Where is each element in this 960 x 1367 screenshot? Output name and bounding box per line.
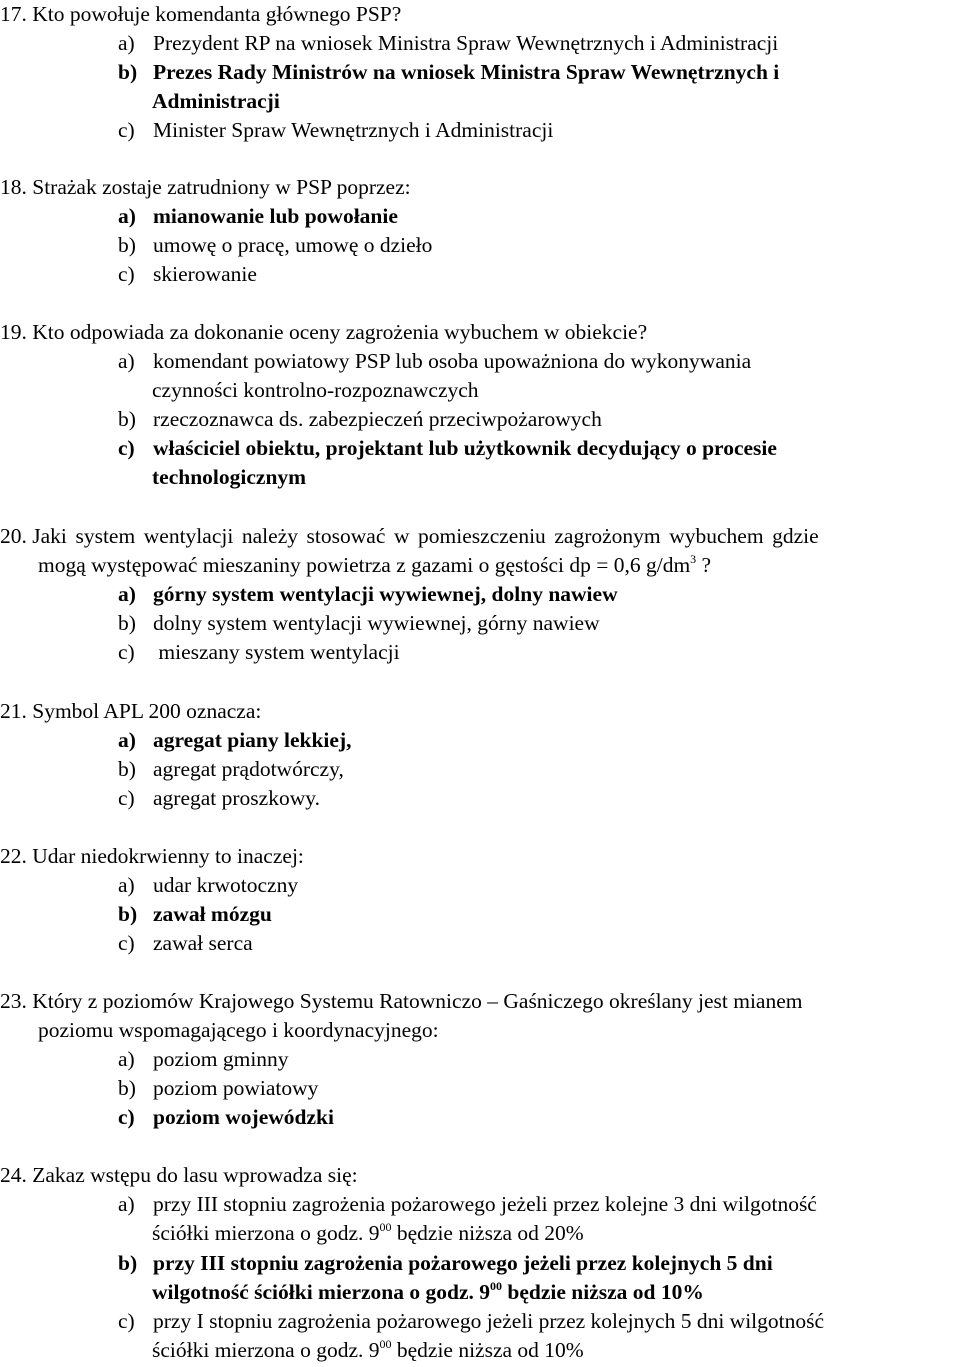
option-text: przy I stopniu zagrożenia pożarowego jeżeli przez kolejnych 5 dni wilgotność bbox=[153, 1309, 825, 1333]
option-letter: b) bbox=[118, 1251, 138, 1275]
question-text: Udar niedokrwienny to inaczej: bbox=[32, 844, 304, 868]
question-text: Kto odpowiada za dokonanie oceny zagrożenia wybuchem w obiekcie? bbox=[32, 320, 648, 344]
option-letter: b) bbox=[118, 1076, 136, 1100]
option-text: agregat proszkowy. bbox=[153, 786, 320, 810]
question-17 bbox=[0, 0, 401, 29]
option-text: agregat piany lekkiej, bbox=[153, 728, 352, 752]
option-text-continued: technologicznym bbox=[152, 465, 307, 489]
option-22c bbox=[118, 929, 253, 958]
option-24c bbox=[118, 1307, 824, 1336]
question-23-cont bbox=[38, 1016, 439, 1045]
option-19c-cont bbox=[152, 463, 306, 492]
question-text: Zakaz wstępu do lasu wprowadza się: bbox=[32, 1163, 358, 1187]
option-24b bbox=[118, 1249, 773, 1278]
option-24b-cont bbox=[152, 1278, 704, 1307]
option-19a bbox=[118, 347, 751, 376]
superscript: 00 bbox=[490, 1278, 503, 1293]
option-text: komendant powiatowy PSP lub osoba upoważniona do wykonywania bbox=[153, 349, 752, 373]
option-text-continued: ściółki mierzona o godz. 9 bbox=[152, 1338, 380, 1362]
option-letter: c) bbox=[118, 118, 135, 142]
option-23a bbox=[118, 1045, 289, 1074]
option-21b bbox=[118, 755, 344, 784]
option-22a bbox=[118, 871, 298, 900]
option-text: mianowanie lub powołanie bbox=[153, 204, 398, 228]
question-20-cont bbox=[38, 551, 711, 580]
question-text: Strażak zostaje zatrudniony w PSP poprzez: bbox=[32, 175, 411, 199]
option-letter: b) bbox=[118, 233, 136, 257]
option-text: Prezydent RP na wniosek Ministra Spraw Wewnętrznych i Administracji bbox=[153, 31, 779, 55]
option-text: Minister Spraw Wewnętrznych i Administracji bbox=[153, 118, 554, 142]
option-letter: a) bbox=[118, 582, 136, 606]
option-22b bbox=[118, 900, 272, 929]
option-text: górny system wentylacji wywiewnej, dolny nawiew bbox=[153, 582, 618, 606]
option-23c bbox=[118, 1103, 334, 1132]
option-18c bbox=[118, 260, 257, 289]
question-number: 18. bbox=[0, 175, 27, 199]
question-text-end: ? bbox=[696, 553, 712, 577]
option-17c bbox=[118, 116, 553, 145]
option-text: poziom wojewódzki bbox=[153, 1105, 334, 1129]
option-text-continued: Administracji bbox=[152, 89, 280, 113]
option-letter: a) bbox=[118, 1047, 135, 1071]
option-24c-cont bbox=[152, 1336, 584, 1365]
question-number: 21. bbox=[0, 699, 27, 723]
question-text: Który z poziomów Krajowego Systemu Ratowniczo – Gaśniczego określany jest mianem bbox=[32, 989, 803, 1013]
option-text: udar krwotoczny bbox=[153, 873, 299, 897]
option-text: skierowanie bbox=[153, 262, 257, 286]
option-18b bbox=[118, 231, 432, 260]
option-19c bbox=[118, 434, 777, 463]
option-23b bbox=[118, 1074, 318, 1103]
superscript: 00 bbox=[379, 1336, 392, 1351]
option-text-end: będzie niższa od 10% bbox=[502, 1280, 704, 1304]
question-text-continued: mogą występować mieszaniny powietrza z gazami o gęstości dp = 0,6 g/dm bbox=[38, 553, 691, 577]
option-letter: c) bbox=[118, 262, 135, 286]
option-letter: a) bbox=[118, 1192, 135, 1216]
question-20 bbox=[0, 522, 819, 551]
option-24a bbox=[118, 1190, 817, 1219]
option-text: mieszany system wentylacji bbox=[153, 640, 400, 664]
option-21a bbox=[118, 726, 351, 755]
option-20c bbox=[118, 638, 400, 667]
option-letter: c) bbox=[118, 931, 135, 955]
question-number: 17. bbox=[0, 2, 27, 26]
option-letter: c) bbox=[118, 1105, 135, 1129]
question-24 bbox=[0, 1161, 358, 1190]
option-letter: b) bbox=[118, 60, 138, 84]
option-17b bbox=[118, 58, 779, 87]
option-text: przy III stopniu zagrożenia pożarowego jeżeli przez kolejnych 5 dni bbox=[153, 1251, 773, 1275]
option-text-end: będzie niższa od 20% bbox=[391, 1221, 584, 1245]
option-text: poziom powiatowy bbox=[153, 1076, 319, 1100]
option-letter: c) bbox=[118, 1309, 135, 1333]
option-text-continued: czynności kontrolno-rozpoznawczych bbox=[152, 378, 479, 402]
question-text: Symbol APL 200 oznacza: bbox=[32, 699, 262, 723]
option-text: rzeczoznawca ds. zabezpieczeń przeciwpożarowych bbox=[153, 407, 602, 431]
option-text-end: będzie niższa od 10% bbox=[391, 1338, 584, 1362]
option-letter: a) bbox=[118, 873, 135, 897]
option-text: przy III stopniu zagrożenia pożarowego jeżeli przez kolejne 3 dni wilgotność bbox=[153, 1192, 817, 1216]
option-text: dolny system wentylacji wywiewnej, górny nawiew bbox=[153, 611, 600, 635]
option-letter: a) bbox=[118, 728, 136, 752]
option-19a-cont bbox=[152, 376, 479, 405]
option-17a bbox=[118, 29, 778, 58]
question-text-continued: poziomu wspomagającego i koordynacyjnego: bbox=[38, 1018, 439, 1042]
option-20b bbox=[118, 609, 600, 638]
option-letter: b) bbox=[118, 611, 136, 635]
option-text: zawał serca bbox=[153, 931, 253, 955]
option-text-continued: wilgotność ściółki mierzona o godz. 9 bbox=[152, 1280, 491, 1304]
question-number: 19. bbox=[0, 320, 27, 344]
option-letter: b) bbox=[118, 407, 136, 431]
option-letter: c) bbox=[118, 640, 135, 664]
option-letter: c) bbox=[118, 786, 135, 810]
question-number: 20. bbox=[0, 524, 27, 548]
superscript: 3 bbox=[690, 551, 697, 566]
option-letter: a) bbox=[118, 31, 135, 55]
superscript: 00 bbox=[379, 1219, 392, 1234]
option-letter: b) bbox=[118, 757, 136, 781]
option-text: umowę o pracę, umowę o dzieło bbox=[153, 233, 433, 257]
option-18a bbox=[118, 202, 398, 231]
question-number: 22. bbox=[0, 844, 27, 868]
option-letter: a) bbox=[118, 349, 135, 373]
option-24a-cont bbox=[152, 1219, 584, 1248]
option-17b-cont bbox=[152, 87, 280, 116]
option-letter: b) bbox=[118, 902, 138, 926]
option-20a bbox=[118, 580, 618, 609]
option-text: Prezes Rady Ministrów na wniosek Ministra Spraw Wewnętrznych i bbox=[153, 60, 780, 84]
option-19b bbox=[118, 405, 602, 434]
option-text: zawał mózgu bbox=[153, 902, 272, 926]
question-22 bbox=[0, 842, 304, 871]
question-21 bbox=[0, 697, 261, 726]
option-21c bbox=[118, 784, 320, 813]
option-text-continued: ściółki mierzona o godz. 9 bbox=[152, 1221, 380, 1245]
question-18 bbox=[0, 173, 411, 202]
option-text: poziom gminny bbox=[153, 1047, 289, 1071]
question-19 bbox=[0, 318, 647, 347]
option-text: agregat prądotwórczy, bbox=[153, 757, 344, 781]
question-text: Jaki system wentylacji należy stosować w pomieszczeniu zagrożonym wybuchem gdzie bbox=[32, 524, 819, 548]
question-number: 24. bbox=[0, 1163, 27, 1187]
option-letter: a) bbox=[118, 204, 136, 228]
question-23 bbox=[0, 987, 802, 1016]
question-text: Kto powołuje komendanta głównego PSP? bbox=[32, 2, 402, 26]
option-text: właściciel obiektu, projektant lub użytkownik decydujący o procesie bbox=[153, 436, 777, 460]
option-letter: c) bbox=[118, 436, 135, 460]
question-number: 23. bbox=[0, 989, 27, 1013]
